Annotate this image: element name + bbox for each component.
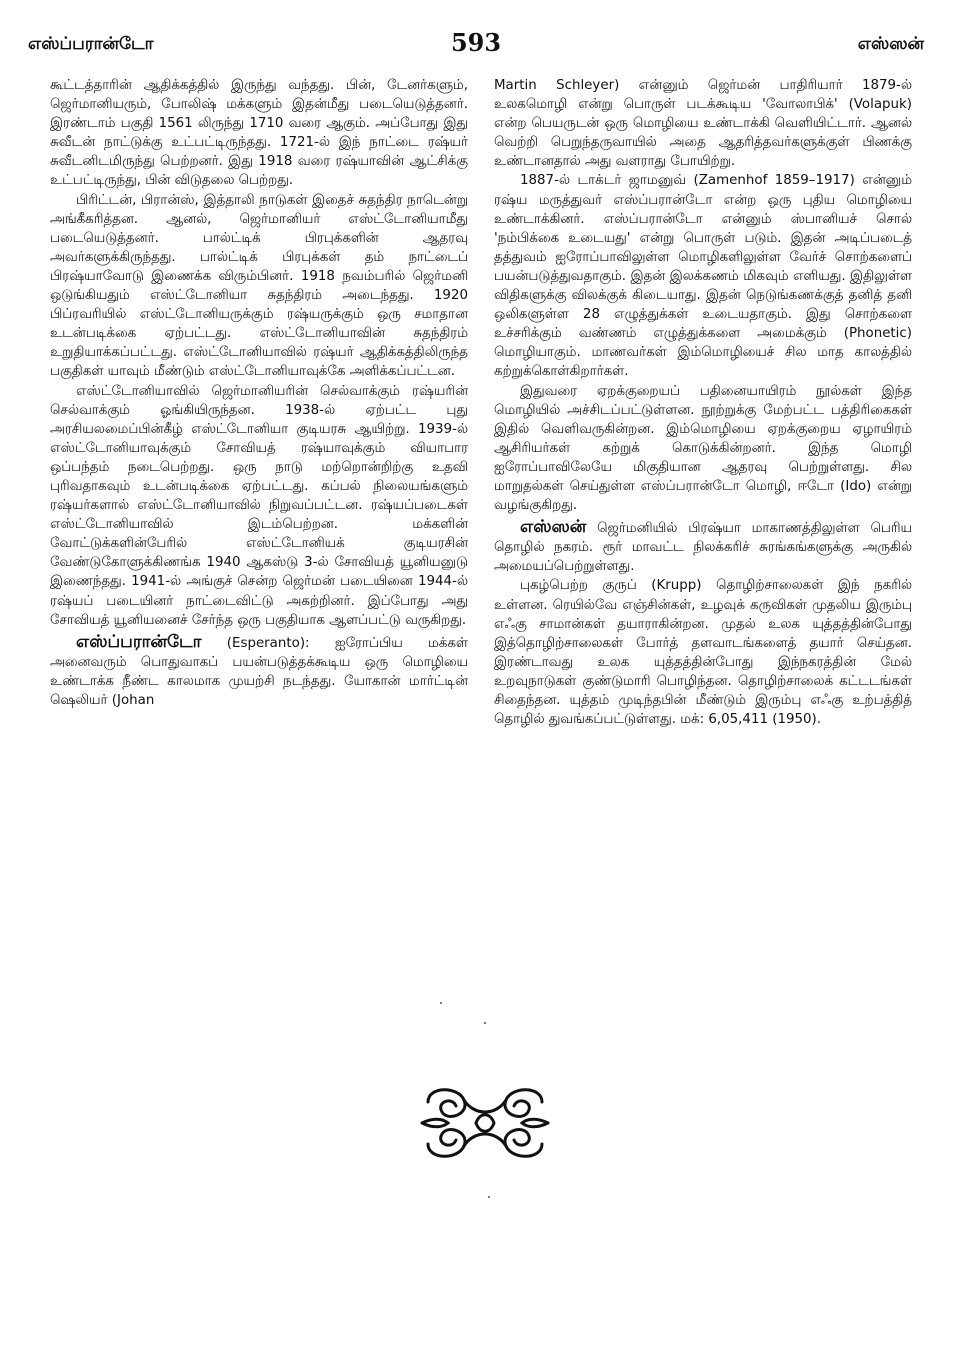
running-head-right: எஸ்ஸன்: [857, 34, 924, 54]
running-head-left: எஸ்ப்பரான்டோ: [28, 34, 154, 54]
paragraph: பிரிட்டன், பிரான்ஸ், இத்தாலி நாடுகள் இதைச் சுதந்திர நாடென்று அங்கீகரித்தன. ஆனல், ஜெர்மானியர் எஸ்ட்டோனியாமீது படையெடுத்தனர். பால்ட்டிக் பிரபுக்களின் ஆதரவு அவர்களுக்கிருந்தது. பால்ட்டிக் பிரபுக்கள் தம் நாட்டைப் பிரஷ்யாவோடு இணைக்க விரும்பினர். 1918 நவம்பரில் ஜெர்மனி ஒடுங்கியதும் எஸ்ட்டோனியா சுதந்திரம் அடைந்தது. 1920 பிப்ரவரியில் எஸ்ட்டோனியருக்கும் ரஷ்யருக்கும் ஒரு சமாதான உடன்படிக்கை ஏற்பட்டது. எஸ்ட்டோனியாவின் சுதந்திரம் உறுதியாக்கப்பட்டது. எஸ்ட்டோனியாவில் ரஷ்யர் ஆதிக்கத்திலிருந்த பகுதிகள் யாவும் மீண்டும் எஸ்ட்டோனியாவுக்கே அளிக்கப்பட்டன.: [50, 192, 468, 380]
entry-text: ஜெர்மனியில் பிரஷ்யா மாகாணத்திலுள்ள பெரிய தொழில் நகரம். ரூர் மாவட்ட நிலக்கரிச் சுரங்கங்களுக்கு அருகில் அமையப்பெற்றுள்ளது.: [494, 521, 912, 575]
ornament-icon: [418, 1082, 552, 1164]
paragraph: 1887-ல் டாக்டர் ஜாமனுவ் (Zamenhof 1859–1917) என்னும் ரஷ்ய மருத்துவர் எஸ்ப்பரான்டோ என்ற ஒரு புதிய மொழியை உண்டாக்கினர். எஸ்ப்பரான்டோ என்னும் ஸ்பானியச் சொல் 'நம்பிக்கை உடையது' என்று பொருள் படும். இதன் அடிப்படைத் தத்துவம் ஐரோப்பாவிலுள்ள மொழிகளிலுள்ள வேர்ச் சொற்களைப் பயன்படுத்துவதாகும். இதன் இலக்கணம் மிகவும் எளியது. இதிலுள்ள விதிகளுக்கு விலக்குக் கிடையாது. இதன் நெடுங்கணக்குத் தனித் தனி ஒலிகளுள்ள 28 எழுத்துக்கள் உடையதாகும். இது சொற்களை உச்சரிக்கும் வண்ணம் எழுத்துக்களை அமைக்கும் (Phonetic) மொழியாகும். மாணவர்கள் இம்மொழியைச் சில மாத காலத்தில் கற்றுக்கொள்கிறார்கள்.: [494, 173, 912, 380]
specks: [484, 1022, 486, 1024]
right-column: [494, 76, 912, 729]
left-column: [50, 76, 468, 710]
page-number: 593: [450, 28, 502, 57]
entry-headword: எஸ்ஸன்: [520, 517, 587, 538]
encyclopedia-entry-essen: [494, 518, 912, 576]
entry-text: (Esperanto): ஐரோப்பிய மக்கள் அனைவரும் பொதுவாகப் பயன்படுத்தக்கூடிய ஒரு மொழியை உண்டாக்க நீண்ட காலமாக முயற்சி நடந்தது. யோகான் மார்ட்டின் ஷெலியர் (Johan: [50, 635, 468, 708]
page-header: [28, 28, 924, 58]
encyclopedia-entry-esperanto: [50, 633, 468, 710]
entry-headword: எஸ்ப்பரான்டோ: [76, 631, 202, 652]
specks: [488, 1196, 490, 1198]
paragraph: இதுவரை ஏறக்குறையப் பதினையாயிரம் நூல்கள் இந்த மொழியில் அச்சிடப்பட்டுள்ளன. நூற்றுக்கு மேற்பட்ட பத்திரிகைகள் இதில் வெளிவருகின்றன. இம்மொழியை ஏறக்குறைய ஏழாயிரம் ஆசிரியர்கள் கற்றுக் கொடுக்கின்றனர். இந்த மொழி ஐரோப்பாவிலேயே மிகுதியான ஆதரவு பெற்றுள்ளது. சில மாறுதல்கள் செய்துள்ள எஸ்ப்பரான்டோ மொழி, ஈடோ (Ido) என்று வழங்குகிறது.: [494, 383, 912, 514]
paragraph: எஸ்ட்டோனியாவில் ஜெர்மானியரின் செல்வாக்கும் ரஷ்யரின் செல்வாக்கும் ஓங்கியிருந்தன. 1938-ல் ஏற்பட்ட புது அரசியலமைப்பின்கீழ் எஸ்ட்டோனியா குடியரசு ஆயிற்று. 1939-ல் எஸ்ட்டோனியாவுக்கும் சோவியத் ரஷ்யாவுக்கும் வியாபார ஒப்பந்தம் நடைபெற்றது. ஒரு நாடு மற்றொன்றிற்கு உதவி புரிவதாகவும் உடன்படிக்கை ஏற்பட்டது. கப்பல் நிலையங்களும் ரஷ்யர்களால் எஸ்ட்டோனியாவில் நிறுவப்பட்டன. ரஷ்யப்படைகள் எஸ்ட்டோனியாவில் இடம்பெற்றன. மக்களின் வோட்டுக்களின்பேரில் எஸ்ட்டோனியக் குடியரசின் வேண்டுகோளுக்கிணங்க 1940 ஆகஸ்டு 3-ல் சோவியத் யூனியனுடு இணைந்தது. 1941-ல் அங்குச் சென்ற ஜெர்மன் படையினை 1944-ல் ரஷ்யப் படையினர் நாட்டைவிட்டு அகற்றினர். இப்போது அது சோவியத் யூனியனைச் சேர்ந்த ஒரு பகுதியாக ஆளப்பட்டு வருகிறது.: [50, 383, 468, 628]
paragraph: புகழ்பெற்ற குருப் (Krupp) தொழிற்சாலைகள் இந் நகரில் உள்ளன. ரெயில்வே எஞ்சின்கள், உழவுக் கருவிகள் முதலிய இரும்பு எஃகு சாமான்கள் தயாராகின்றன. முதல் உலக யுத்தத்தின்போது இத்தொழிற்சாலைகள் போர்த் தளவாடங்களைத் தயார் செய்தன. இரண்டாவது உலக யுத்தத்தின்போது இந்நகரத்தின் மேல் உறவுநாடுகள் குண்டுமாரி பொழிந்தன. தொழிற்சாலைக் கட்டடங்கள் சிதைந்தன. யுத்தம் முடிந்தபின் மீண்டும் இரும்பு எஃகு உற்பத்தித் தொழில் துவங்கப்பட்டுள்ளது. மக்: 6,05,411 (1950).: [494, 578, 912, 728]
paragraph: Martin Schleyer) என்னும் ஜெர்மன் பாதிரியார் 1879-ல் உலகமொழி என்று பொருள் படக்கூடிய 'வோலாபிக்' (Volapuk) என்ற பெயருடன் ஒரு மொழியை உண்டாக்கி வெளியிட்டார். ஆனல் வெற்றி பெறுந்தருவாயில் அதை ஆதரித்தவர்களுக்குள் பிணக்கு உண்டானதால் அது வளராது போயிற்று.: [494, 78, 912, 170]
paragraph: கூட்டத்தாரின் ஆதிக்கத்தில் இருந்து வந்தது. பின், டேனர்களும், ஜெர்மானியரும், போலிஷ் மக்களும் இதன்மீது படையெடுத்தனர். இரண்டாம் பகுதி 1561 லிருந்து 1710 வரை ஆகும். அப்போது இது சுவீடன் நாட்டுக்கு உட்பட்டிருந்தது. 1721-ல் இந் நாட்டை ரஷ்யர் சுவீடனிடமிருந்து பெற்றனர். இது 1918 வரை ரஷ்யாவின் ஆட்சிக்கு உட்பட்டிருந்து, பின் விடுதலை பெற்றது.: [50, 78, 468, 189]
specks: [440, 1002, 442, 1004]
